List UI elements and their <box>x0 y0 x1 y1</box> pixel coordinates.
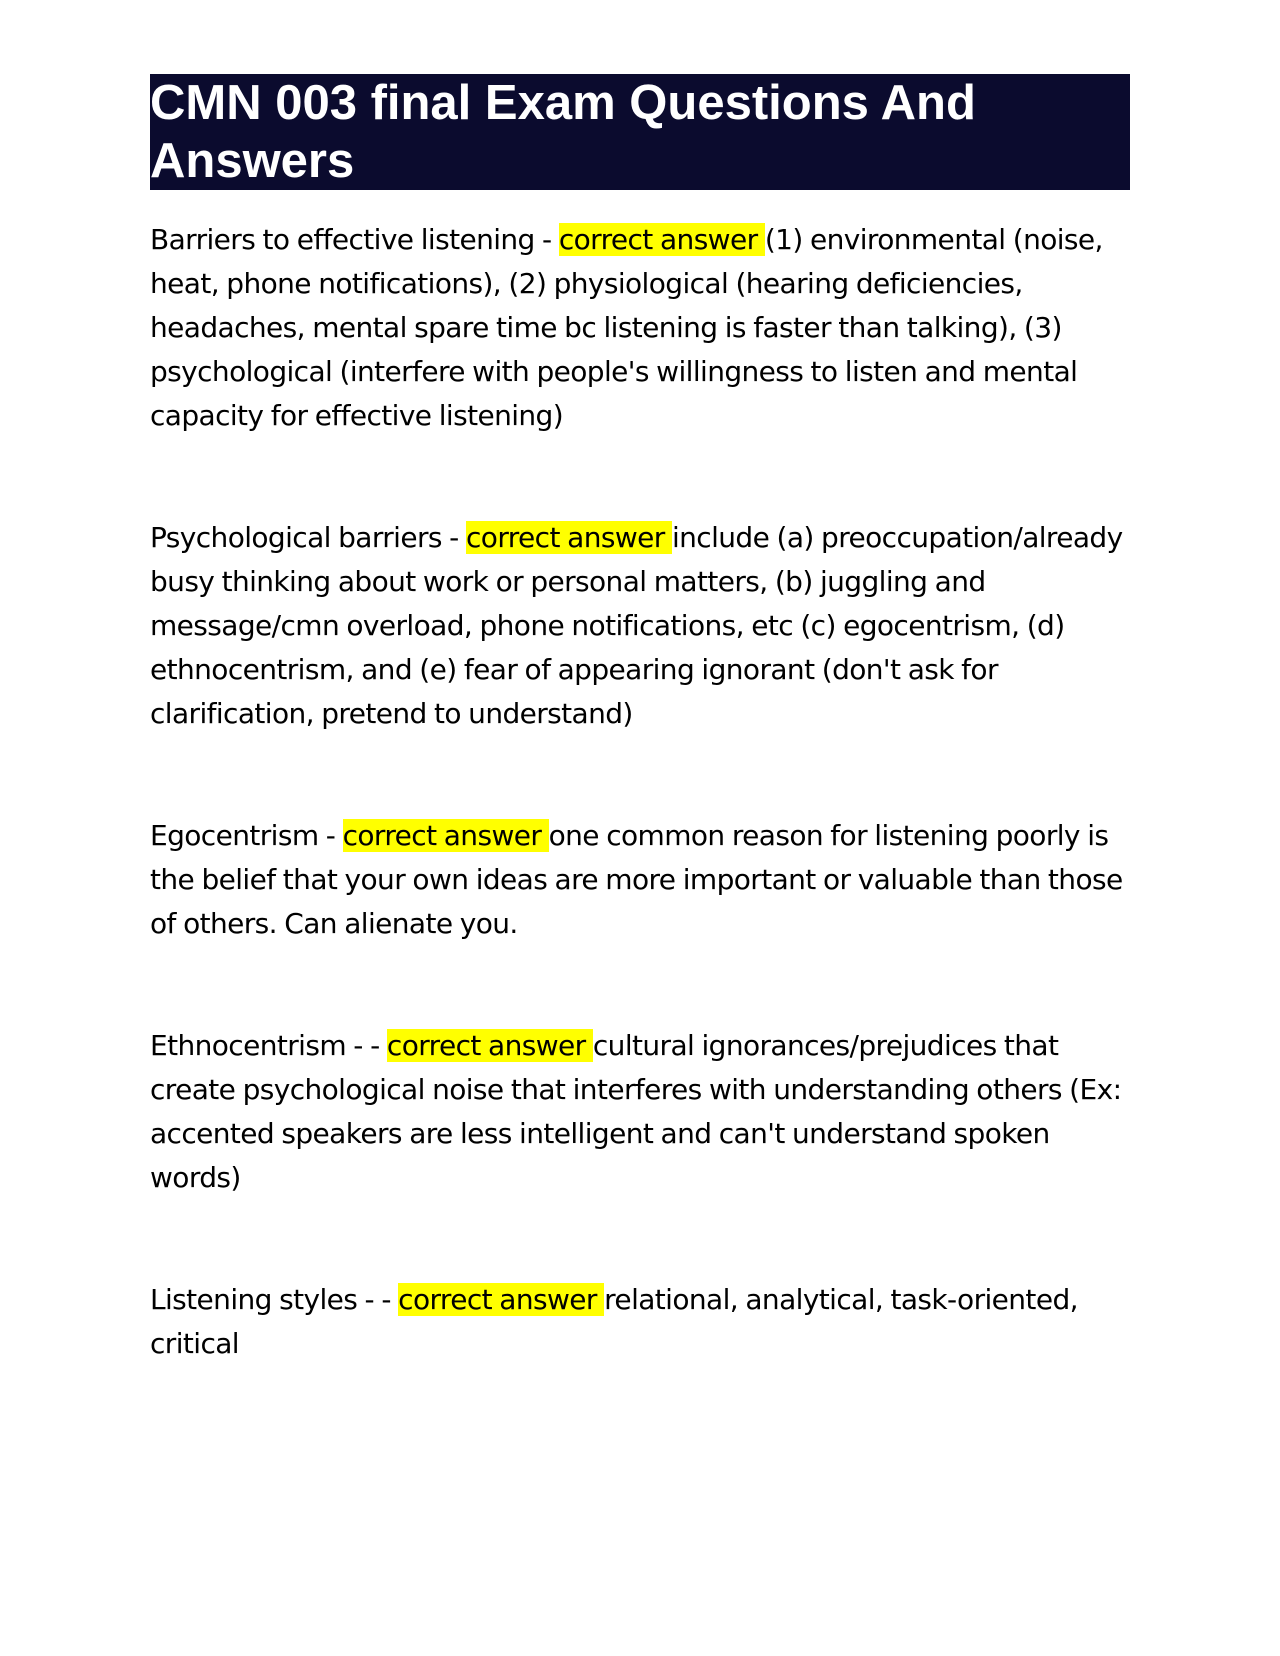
qa-term: Ethnocentrism - - <box>150 1029 387 1062</box>
document-title: CMN 003 final Exam Questions And Answers <box>150 74 1130 190</box>
qa-item-egocentrism <box>150 814 1130 946</box>
correct-answer-highlight: correct answer <box>466 521 672 554</box>
qa-list <box>150 218 1130 1366</box>
qa-item-listening-styles <box>150 1278 1130 1366</box>
qa-item-ethnocentrism <box>150 1024 1130 1200</box>
correct-answer-highlight: correct answer <box>386 1029 593 1062</box>
qa-item-barriers <box>150 218 1130 438</box>
qa-term: Egocentrism - <box>150 819 343 852</box>
qa-item-psychological-barriers <box>150 516 1130 736</box>
qa-term: Barriers to effective listening - <box>150 223 559 256</box>
qa-answer: cultural ignorances/prejudices that create psychological noise that interferes with understanding others (Ex: accented speakers are less intelligent and can't understand spoken words) <box>150 1029 1122 1194</box>
qa-answer: include (a) preoccupation/already busy thinking about work or personal matters, (b) juggling and message/cmn overload, phone notifications, etc (c) egocentrism, (d) ethnocentrism, and (e) fear of appearing ignorant (don't ask for clarification, pretend to understand) <box>150 521 1123 730</box>
document-page <box>150 74 1130 1444</box>
correct-answer-highlight: correct answer <box>558 223 765 256</box>
correct-answer-highlight: correct answer <box>398 1283 605 1316</box>
qa-term: Listening styles - - <box>150 1283 399 1316</box>
qa-answer: relational, analytical, task-oriented, critical <box>150 1283 1078 1360</box>
qa-answer: one common reason for listening poorly is the belief that your own ideas are more important or valuable than those of others. Can alienate you. <box>150 819 1123 940</box>
qa-term: Psychological barriers - <box>150 521 466 554</box>
correct-answer-highlight: correct answer <box>342 819 549 852</box>
qa-answer: (1) environmental (noise, heat, phone notifications), (2) physiological (hearing deficiencies, headaches, mental spare time bc listening is faster than talking), (3) psychological (interfere with people's willingness to listen and mental capacity for effective listening) <box>150 223 1103 432</box>
